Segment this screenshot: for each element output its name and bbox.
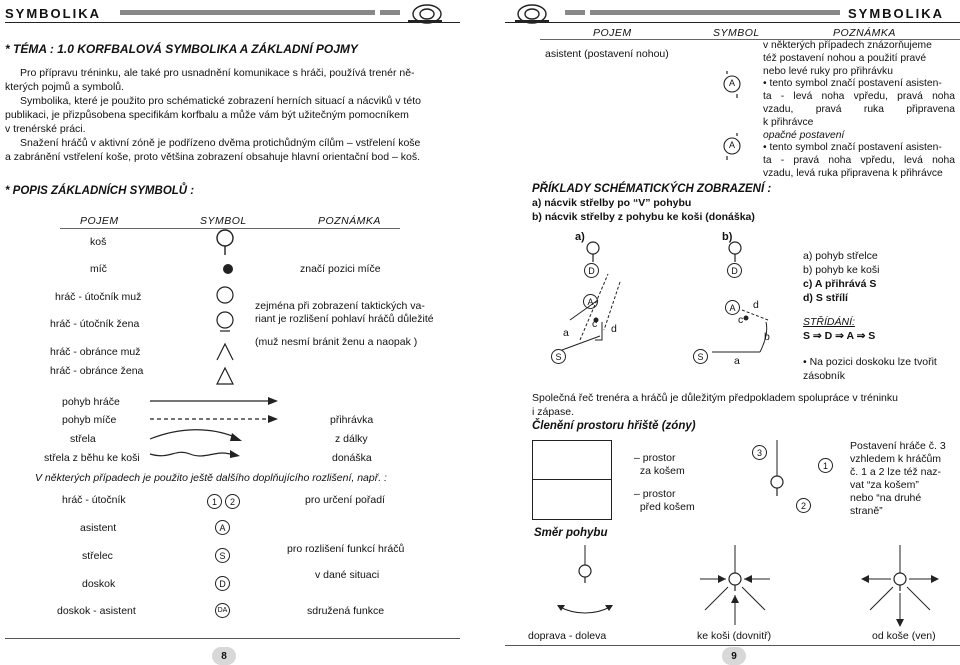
legend-a: a) pohyb střelce [803,250,878,262]
right-col-poznamka: POZNÁMKA [833,27,896,39]
note-line: k přihrávce [763,116,814,128]
postaveni-line: vzhledem k hráčům [850,453,942,465]
zone-label-line: před košem [634,501,695,513]
row-pohyb-mice-label: pohyb míče [62,414,117,426]
intro-line: a zabránění vstřelení koše, proto většina zobrazení obsahuje hlavní orientační bod – koš. [5,151,421,163]
court-player-3: 3 [752,445,767,460]
note-line: vzadu, pravá ruka připravena [763,103,955,115]
row-mic-label: míč [90,263,107,275]
defender-male-icon [215,342,235,362]
diagram-a-label-a: a [563,327,569,339]
row-rozliseni-note-2: v dané situaci [315,569,380,581]
note-line: • tento symbol značí postavení asisten- [763,78,942,90]
diagram-a-rebound: D [584,263,599,278]
row-strela-label: střela [70,433,96,445]
note-players-line2: riant je rozlišení pohlaví hráčů důležité [255,313,434,325]
row-z-dalky-note: z dálky [335,433,368,445]
example-a: a) nácvik střelby po “V” pohybu [532,197,692,209]
intro-line: publikaci, je přizpůsobena specifikám korfbalu a může vám být užitečným pomocníkem [5,109,409,121]
legend-stridani: STŘÍDÁNÍ: [803,316,855,328]
rebound-assistant-symbol-icon: DA [215,603,230,618]
row-poradi-note: pro určení pořadí [305,494,385,506]
rebound-symbol-icon: D [215,576,230,591]
left-col-symbol: SYMBOL [200,215,247,227]
running-shot-icon [150,446,245,468]
zone-pred-kosem-text [634,488,695,514]
legend-na-pozici-1: • Na pozici doskoku lze tvořit [803,356,937,368]
note-line: • tento symbol značí postavení asisten- [763,142,942,154]
spolecna-rec-line1: Společná řeč trenéra a hráčů je důležitým předpokladem spolupráce v tréninku [532,392,898,404]
note-line: opačné postavení [763,129,845,141]
basket-icon [215,228,235,256]
zone-label-line: – prostor [634,488,676,500]
row-pohyb-hrace-label: pohyb hráče [62,396,120,408]
left-page-number: 8 [212,647,236,665]
row-rozliseni-note-1: pro rozlišení funkcí hráčů [287,543,405,555]
intro-line: Symbolika, které je použito pro schématické zobrazení herních situací a nácviků v této [20,95,421,107]
right-header-bar-short [565,10,585,15]
legend-b: b) pohyb ke koši [803,264,880,276]
row-utocnik-muz-label: hráč - útočník muž [55,291,142,303]
diagram-a-shooter: S [551,349,566,364]
spolecna-rec-line2: i zápase. [532,406,575,418]
postaveni-line: nebo “na druhé [850,492,922,504]
row-kos-label: koš [90,236,107,248]
right-header-rule [505,22,960,23]
right-header-title: SYMBOLIKA [848,6,944,21]
diagram-a-label-d: d [611,323,617,335]
direction-left-right-diagram [545,545,625,630]
postaveni-line: straně” [850,505,883,517]
player-movement-arrow-icon [150,395,280,407]
row-sdruzena-note: sdružená funkce [307,605,385,617]
right-footer-rule [505,645,960,646]
defender-female-icon [215,366,235,386]
shot-icon [150,425,245,447]
zone-za-kosem [634,452,685,478]
note-line: v některých případech znázorňujeme [763,40,932,51]
court-player-2: 2 [796,498,811,513]
left-col-poznamka: POZNÁMKA [318,215,381,227]
direction-label-1: doprava - doleva [528,630,607,642]
note-line: vzadu, levá ruka připravena k přihrávce [763,167,943,179]
attacker-female-icon [215,310,235,332]
row-obrance-zena-label: hráč - obránce žena [50,365,144,377]
diagram-b-label-b: b [764,331,770,343]
zone-label-line: za košem [634,465,685,477]
examples-title: PŘÍKLADY SCHÉMATICKÝCH ZOBRAZENÍ : [532,183,772,195]
note-line: nebo levé ruky pro přihrávku [763,65,893,77]
row-doskok-label: doskok [82,578,116,590]
right-header-bar [590,10,840,15]
intro-line: Snažení hráčů v aktivní zóně je podřízeno dvěma protichůdným cílům – vstřelení koše [20,137,421,149]
diagram-a-label-c: c [592,318,598,330]
note-line: ta - pravá noha vpředu, levá noha [763,155,955,167]
row-doskok-asistent-label: doskok - asistent [57,605,136,617]
assistant-notes [763,40,955,181]
topic-title: * TÉMA : 1.0 KORFBALOVÁ SYMBOLIKA A ZÁKLADNÍ POJMY [5,42,358,56]
diagram-b-shooter: S [693,349,708,364]
assistant-symbol-icon: A [215,520,230,535]
postaveni-line: č. 1 a 2 lze též naz- [850,466,942,478]
court-player-1: 1 [818,458,833,473]
row-asistent-label: asistent [80,522,117,534]
shooter-symbol-icon: S [215,548,230,563]
order-number-1: 1 [207,494,222,509]
asistent-feet-label: asistent (postavení nohou) [545,48,669,60]
postaveni-text [850,440,946,518]
assistant-left-foot-letter: A [729,78,736,88]
row-prihravka-note: přihrávka [330,414,374,426]
row-hrac-utocnik-label: hráč - útočník [62,494,126,506]
legend-na-pozici-2: zásobník [803,370,846,382]
ball-movement-arrow-icon [150,413,280,425]
row-strelec-label: střelec [82,550,113,562]
zone-za-kosem-text [634,452,685,478]
ball-icon [222,263,234,275]
left-header-title: SYMBOLIKA [5,6,101,21]
direction-inward-diagram [690,545,780,630]
legend-c: c) A přihrává S [803,278,877,290]
smer-pohybu-title: Směr pohybu [534,527,608,539]
zone-court-frame [532,440,612,520]
left-footer-rule [5,638,460,639]
row-donaska-note: donáška [332,452,372,464]
diagram-a-assistant: A [583,294,598,309]
cleneni-title: Členění prostoru hřiště (zóny) [532,420,696,432]
direction-label-2: ke koši (dovnitř) [697,630,772,642]
diagram-b-label: b) [722,231,733,243]
note-line: též postavení nohou a použití pravé [763,52,927,64]
example-b: b) nácvik střelby z pohybu ke koši (donáška) [532,211,755,223]
legend-d: d) S střílí [803,292,848,304]
right-col-pojem: POJEM [593,27,632,39]
diagram-b-label-d: d [753,299,759,311]
direction-outward-diagram [855,545,945,630]
row-utocnik-zena-label: hráč - útočník žena [50,318,140,330]
intro-line: Pro přípravu tréninku, ale také pro usnadnění komunikace s hráči, používá trenér ně- [20,67,415,79]
row-mic-note: značí pozici míče [300,263,381,275]
zone-pred-kosem [634,488,695,514]
left-header-bar-short [380,10,400,15]
direction-label-3: od koše (ven) [872,630,936,642]
right-col-symbol: SYMBOL [713,27,760,39]
postaveni-line: vat “za košem” [850,479,919,491]
row-obrance-muz-label: hráč - obránce muž [50,346,141,358]
intro-paragraph [5,66,455,164]
diagram-b-assistant: A [725,300,740,315]
intro-line: kterých pojmů a symbolů. [5,81,125,93]
zone-label-line: – prostor [634,452,676,464]
right-page-number: 9 [722,647,746,665]
extra-note: V některých případech je použito ještě dalšího doplňujícího rozlišení, např. : [35,472,387,484]
diagram-b-rebound: D [727,263,742,278]
diagram-b-label-c: c [738,314,744,326]
note-players-line3: (muž nesmí bránit ženu a naopak ) [255,336,418,348]
left-header-rule [5,22,460,23]
zone-divider [532,479,612,480]
intro-line: v trenérské práci. [5,123,86,135]
assistant-right-foot-letter: A [729,140,736,150]
diagram-b-label-a: a [734,355,740,367]
row-strela-z-behu-label: střela z běhu ke koši [44,452,140,464]
legend-stridani-seq: S ⇒ D ⇒ A ⇒ S [803,330,876,342]
attacker-male-icon [215,285,235,305]
note-players-line1: zejména při zobrazení taktických va- [255,300,425,312]
diagram-a-label: a) [575,231,585,243]
note-line: ta - levá noha vpředu, pravá noha [763,91,955,103]
left-header-bar [120,10,375,15]
left-col-pojem: POJEM [80,215,119,227]
order-number-2: 2 [225,494,240,509]
postaveni-line: Postavení hráče č. 3 [850,440,946,452]
symbols-section-title: * POPIS ZÁKLADNÍCH SYMBOLŮ : [5,185,195,197]
